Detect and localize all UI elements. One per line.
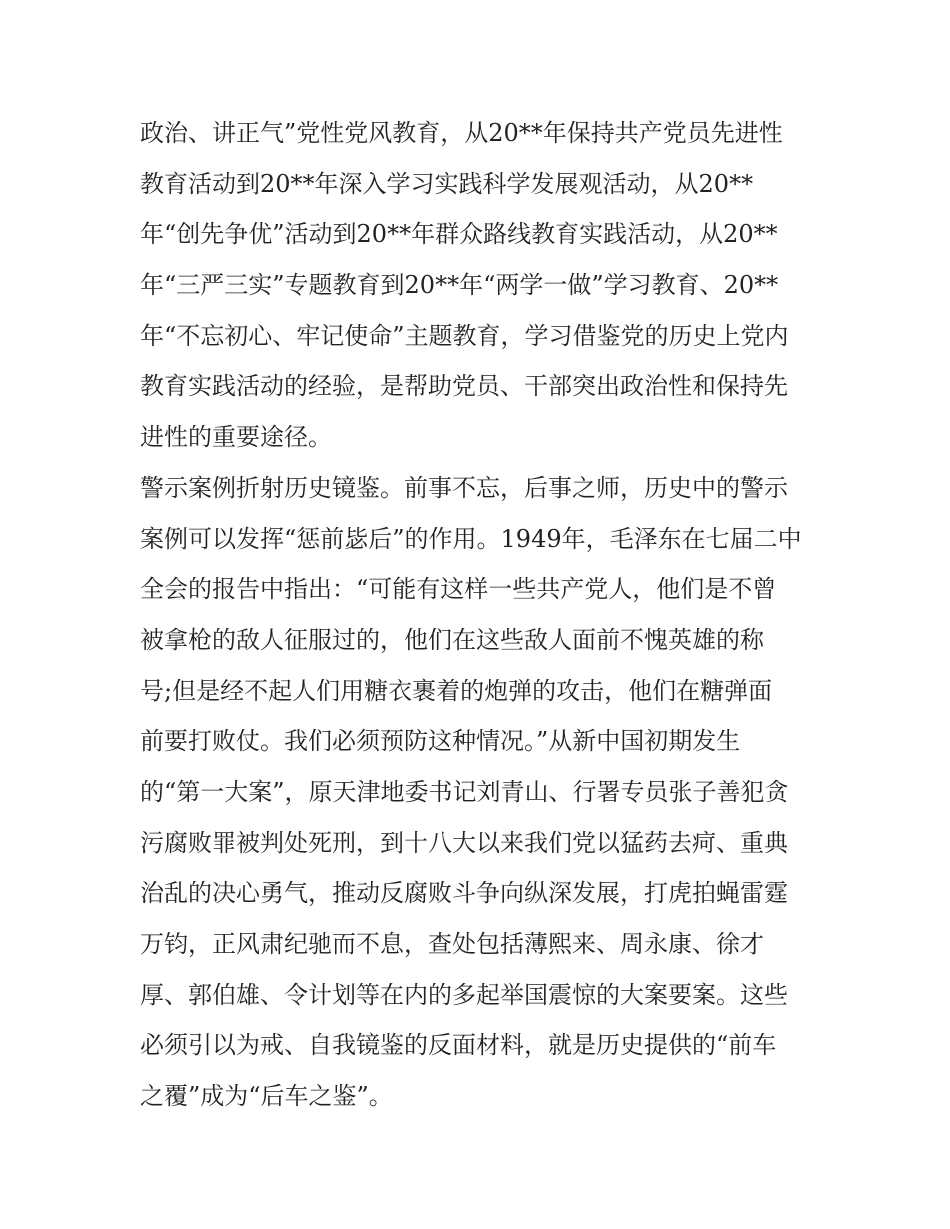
text-line: 案例可以发挥“惩前毖后”的作用。1949年，毛泽东在七届二中 <box>140 524 802 553</box>
text-line: 必须引以为戒、自我镜鉴的反面材料，就是历史提供的“前车 <box>140 1031 777 1060</box>
text-line: 治乱的决心勇气，推动反腐败斗争向纵深发展，打虎拍蝇雷霆 <box>140 879 788 908</box>
text-line: 教育活动到20**年深入学习实践科学发展观活动，从20** <box>140 169 754 198</box>
text-line: 年“创先争优”活动到20**年群众路线教育实践活动，从20** <box>140 220 778 249</box>
text-line: 警示案例折射历史镜鉴。前事不忘，后事之师，历史中的警示 <box>140 473 788 502</box>
text-line: 厚、郭伯雄、令计划等在内的多起举国震惊的大案要案。这些 <box>140 980 788 1009</box>
text-line: 年“不忘初心、牢记使命”主题教育，学习借鉴党的历史上党内 <box>140 321 789 350</box>
text-line: 万钧，正风肃纪驰而不息，查处包括薄熙来、周永康、徐才 <box>140 930 764 958</box>
text-line: 的“第一大案”，原天津地委书记刘青山、行署专员张子善犯贪 <box>140 777 789 806</box>
text-line: 全会的报告中指出：“可能有这样一些共产党人，他们是不曾 <box>140 575 777 604</box>
text-line: 进性的重要途径。 <box>140 423 332 452</box>
text-line: 年“三严三实”专题教育到20**年“两学一做”学习教育、20** <box>140 271 779 300</box>
text-line: 被拿枪的敌人征服过的，他们在这些敌人面前不愧英雄的称 <box>140 625 764 654</box>
text-line: 号;但是经不起人们用糖衣裹着的炮弹的攻击，他们在糖弹面 <box>140 676 773 705</box>
text-line: 政治、讲正气”党性党风教育，从20**年保持共产党员先进性 <box>140 119 783 147</box>
text-line: 之覆”成为“后车之鉴”。 <box>140 1082 393 1111</box>
text-line: 教育实践活动的经验，是帮助党员、干部突出政治性和保持先 <box>140 372 788 401</box>
text-line: 污腐败罪被判处死刑，到十八大以来我们党以猛药去疴、重典 <box>140 828 788 857</box>
body-text <box>140 108 820 1122</box>
text-line: 前要打败仗。我们必须预防这种情况。”从新中国初期发生 <box>140 727 741 756</box>
